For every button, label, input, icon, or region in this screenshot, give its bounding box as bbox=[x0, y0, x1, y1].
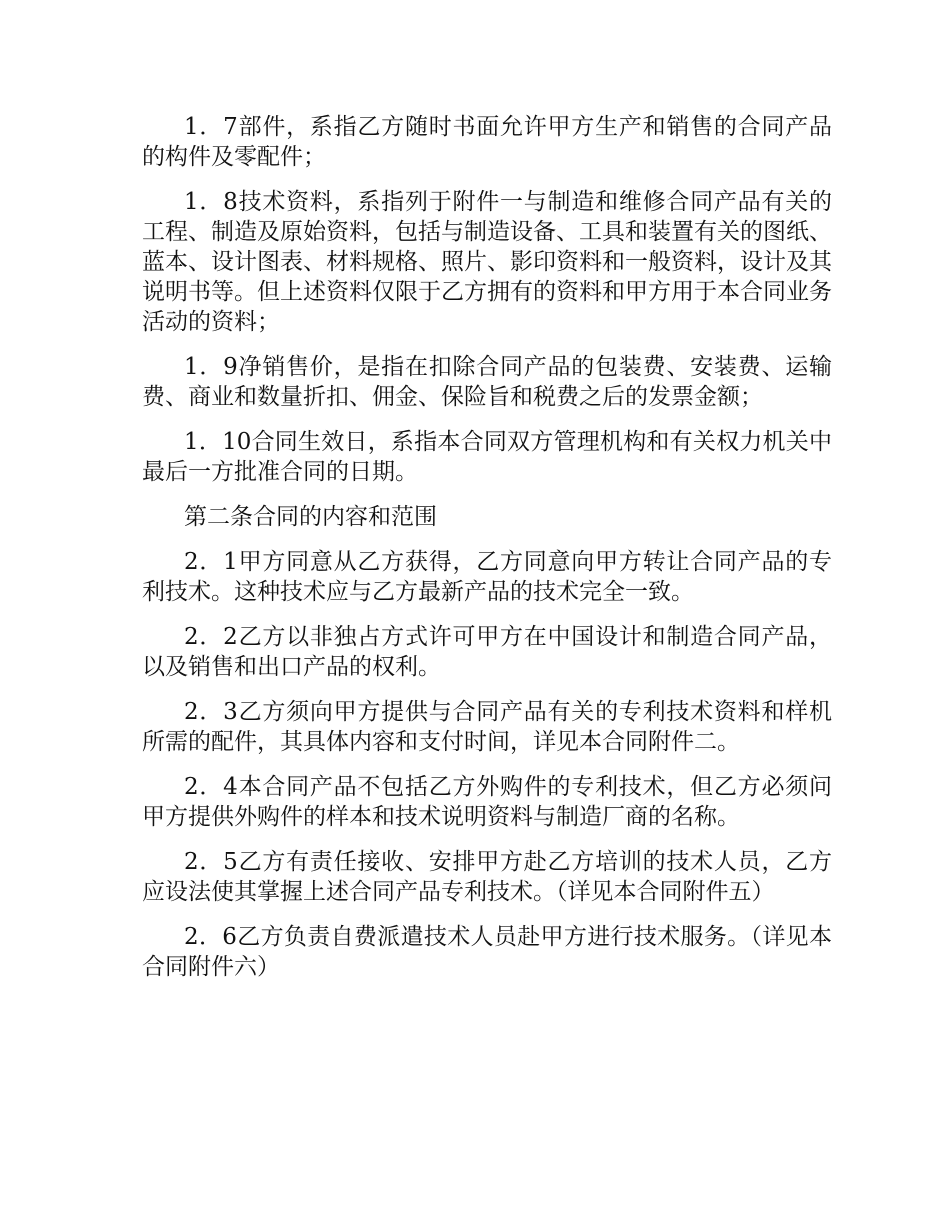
clause-2-3: 2．3乙方须向甲方提供与合同产品有关的专利技术资料和样机所需的配件，其具体内容和支付时间，详见本合同附件二。 bbox=[142, 699, 832, 755]
clause-2-6: 2．6乙方负责自费派遣技术人员赴甲方进行技术服务。（详见本合同附件六） bbox=[142, 924, 832, 980]
clause-2-5: 2．5乙方有责任接收、安排甲方赴乙方培训的技术人员，乙方应设法使其掌握上述合同产品专利技术。（详见本合同附件五） bbox=[142, 849, 832, 905]
clause-1-9: 1．9净销售价，是指在扣除合同产品的包装费、安装费、运输费、商业和数量折扣、佣金、保险旨和税费之后的发票金额； bbox=[142, 354, 832, 410]
clause-2-2: 2．2乙方以非独占方式许可甲方在中国设计和制造合同产品，以及销售和出口产品的权利。 bbox=[142, 624, 832, 680]
document-body bbox=[142, 112, 832, 997]
clause-2-1: 2．1甲方同意从乙方获得，乙方同意向甲方转让合同产品的专利技术。这种技术应与乙方最新产品的技术完全一致。 bbox=[142, 549, 832, 605]
clause-1-10: 1．10合同生效日，系指本合同双方管理机构和有关权力机关中最后一方批准合同的日期。 bbox=[142, 429, 832, 485]
clause-2-4: 2．4本合同产品不包括乙方外购件的专利技术，但乙方必须问甲方提供外购件的样本和技术说明资料与制造厂商的名称。 bbox=[142, 774, 832, 830]
clause-1-7: 1．7部件，系指乙方随时书面允许甲方生产和销售的合同产品的构件及零配件； bbox=[142, 114, 832, 170]
clause-1-8: 1．8技术资料，系指列于附件一与制造和维修合同产品有关的工程、制造及原始资料，包括与制造设备、工具和装置有关的图纸、蓝本、设计图表、材料规格、照片、影印资料和一般资料，设计及其说明书等。但上述资料仅限于乙方拥有的资料和甲方用于本合同业务活动的资料； bbox=[142, 189, 832, 335]
section-heading: 第二条合同的内容和范围 bbox=[184, 504, 437, 530]
